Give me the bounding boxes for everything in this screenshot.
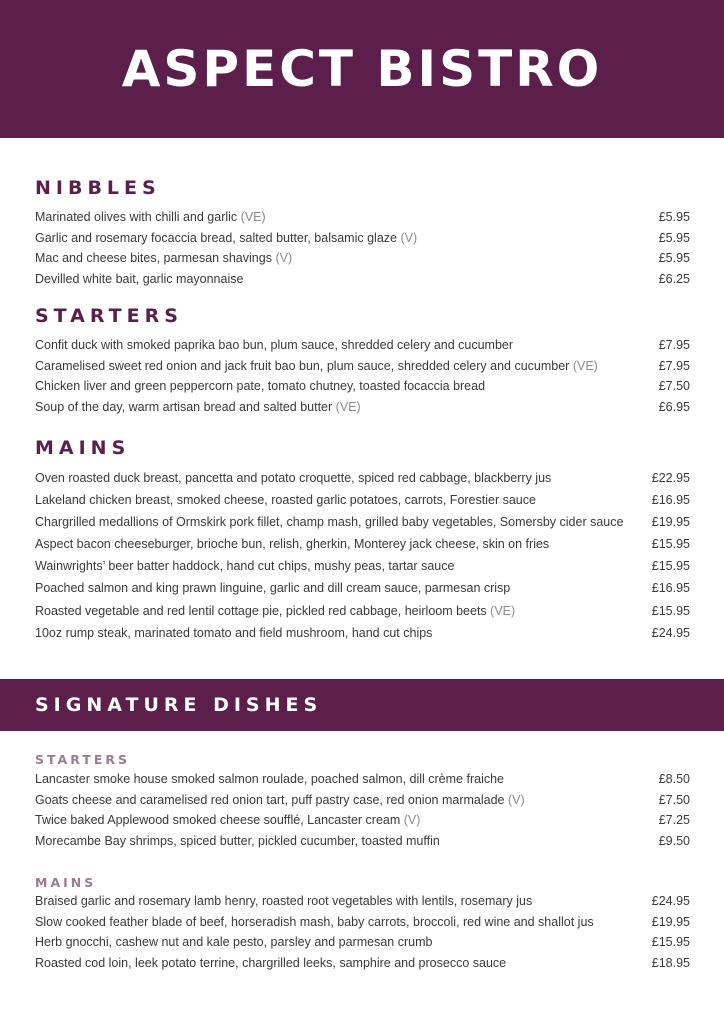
signature-banner (0, 679, 724, 731)
menu-item (35, 210, 690, 231)
menu-item-description (35, 272, 243, 286)
menu-item (35, 251, 690, 272)
menu-list-starters (35, 338, 690, 420)
menu-item-price: £16.95 (651, 581, 690, 596)
menu-item-price: £15.95 (651, 935, 690, 949)
menu-item (35, 359, 690, 380)
menu-list-signature-starters (35, 772, 690, 854)
menu-item-name: Morecambe Bay shrimps, spiced butter, pickled cucumber, toasted muffin (35, 833, 440, 848)
menu-list-mains (35, 471, 690, 648)
menu-item-name: Garlic and rosemary focaccia bread, salted butter, balsamic glaze (35, 230, 397, 245)
section-heading-mains: MAINS (35, 437, 131, 459)
menu-item (35, 559, 690, 581)
menu-item-price: £5.95 (658, 230, 690, 245)
menu-item-price: £5.95 (658, 210, 690, 224)
menu-item (35, 537, 690, 559)
menu-item (35, 894, 690, 915)
menu-item-price: £24.95 (651, 894, 690, 908)
menu-item (35, 834, 690, 855)
menu-item (35, 581, 690, 603)
menu-item (35, 915, 690, 936)
menu-item (35, 772, 690, 793)
signature-starters-heading: STARTERS (35, 752, 130, 767)
menu-item-price: £15.95 (651, 603, 690, 618)
dietary-tag: (VE) (240, 210, 266, 224)
menu-item-price: £15.95 (651, 559, 690, 574)
menu-item-name: Twice baked Applewood smoked cheese soufflé, Lancaster cream (35, 813, 401, 827)
menu-item-description (35, 813, 420, 827)
menu-list-signature-mains (35, 894, 690, 976)
menu-item-price: £7.95 (658, 338, 690, 352)
menu-item (35, 338, 690, 359)
menu-item-price: £5.95 (658, 251, 690, 265)
menu-item-name: Aspect bacon cheeseburger, brioche bun, relish, gherkin, Monterey jack cheese, skin on fries (35, 537, 550, 552)
menu-item-price: £24.95 (651, 625, 690, 640)
menu-item-price: £6.25 (658, 271, 690, 286)
menu-item-name: Lancaster smoke house smoked salmon roulade, poached salmon, dill crème fraiche (35, 772, 504, 786)
menu-item-price: £16.95 (651, 493, 690, 508)
menu-item (35, 400, 690, 421)
menu-item-name: Chicken liver and green peppercorn pate, tomato chutney, toasted focaccia bread (35, 379, 486, 393)
restaurant-title: ASPECT BISTRO (121, 40, 603, 98)
signature-mains-heading: MAINS (35, 875, 97, 890)
menu-item-price: £7.95 (658, 358, 690, 373)
menu-item-name: Roasted cod loin, leek potato terrine, chargrilled leeks, samphire and prosecco sauce (35, 955, 507, 970)
signature-heading: SIGNATURE DISHES (35, 694, 323, 716)
menu-item-name: Caramelised sweet red onion and jack fruit bao bun, plum sauce, shredded celery and cucumber (35, 358, 570, 373)
menu-list-nibbles (35, 210, 690, 292)
menu-item-price: £7.50 (658, 379, 690, 393)
menu-item-description (35, 604, 515, 618)
menu-item-description (35, 515, 623, 529)
dietary-tag: (VE) (572, 358, 598, 373)
menu-item (35, 935, 690, 956)
menu-item-name: Roasted vegetable and red lentil cottage pie, pickled red cabbage, heirloom beets (35, 603, 487, 618)
menu-item-name: Braised garlic and rosemary lamb henry, roasted root vegetables with lentils, rosemary jus (35, 894, 533, 908)
menu-item (35, 471, 690, 493)
menu-item-description (35, 581, 510, 595)
menu-item-description (35, 493, 536, 507)
menu-item-name: Poached salmon and king prawn linguine, garlic and dill cream sauce, parmesan crisp (35, 581, 511, 596)
menu-item-description (35, 537, 549, 551)
menu-item (35, 272, 690, 293)
header-banner (0, 0, 724, 138)
menu-item-description (35, 894, 532, 908)
menu-item (35, 379, 690, 400)
menu-item-price: £19.95 (651, 914, 690, 929)
menu-item-name: Oven roasted duck breast, pancetta and potato croquette, spiced red cabbage, blackberry jus (35, 471, 552, 485)
menu-item-description (35, 626, 432, 640)
menu-item-description (35, 400, 361, 414)
menu-item (35, 956, 690, 977)
menu-item-price: £7.25 (658, 813, 690, 827)
menu-item-name: 10oz rump steak, marinated tomato and field mushroom, hand cut chips (35, 625, 433, 640)
dietary-tag: (V) (275, 251, 293, 265)
menu-item (35, 626, 690, 648)
menu-item-description (35, 338, 513, 352)
menu-item-description (35, 471, 551, 485)
menu-item-description (35, 915, 594, 929)
menu-item-name: Wainwrights’ beer batter haddock, hand cut chips, mushy peas, tartar sauce (35, 559, 455, 574)
menu-item-description (35, 210, 266, 224)
menu-item-price: £8.50 (658, 772, 690, 786)
section-heading-starters: STARTERS (35, 305, 183, 327)
menu-item-description (35, 834, 440, 848)
menu-item (35, 493, 690, 515)
menu-item-name: Herb gnocchi, cashew nut and kale pesto, parsley and parmesan crumb (35, 935, 433, 949)
menu-item-price: £6.95 (658, 399, 690, 414)
section-heading-nibbles: NIBBLES (35, 177, 161, 199)
menu-item-price: £7.50 (658, 792, 690, 807)
menu-item-description (35, 772, 504, 786)
menu-item-price: £15.95 (651, 537, 690, 552)
menu-item-name: Marinated olives with chilli and garlic (35, 210, 238, 224)
dietary-tag: (VE) (335, 399, 361, 414)
menu-item-name: Slow cooked feather blade of beef, horseradish mash, baby carrots, broccoli, red wine and shallot jus (35, 914, 594, 929)
dietary-tag: (V) (507, 792, 525, 807)
menu-item-price: £19.95 (651, 515, 690, 530)
menu-item-name: Chargrilled medallions of Ormskirk pork fillet, champ mash, grilled baby vegetables, Somersby cider sauce (35, 515, 624, 530)
menu-item-description (35, 559, 454, 573)
menu-item-description (35, 231, 417, 245)
menu-item-price: £18.95 (651, 955, 690, 970)
menu-item-name: Devilled white bait, garlic mayonnaise (35, 271, 244, 286)
menu-item (35, 604, 690, 626)
dietary-tag: (VE) (490, 603, 516, 618)
menu-item-price: £9.50 (658, 833, 690, 848)
menu-item (35, 231, 690, 252)
menu-item-name: Goats cheese and caramelised red onion tart, puff pastry case, red onion marmalade (35, 792, 505, 807)
menu-item (35, 813, 690, 834)
menu-item-name: Confit duck with smoked paprika bao bun, plum sauce, shredded celery and cucumber (35, 338, 514, 352)
menu-item-description (35, 359, 598, 373)
menu-item-description (35, 935, 432, 949)
menu-item-price: £22.95 (651, 471, 690, 485)
menu-item (35, 793, 690, 814)
menu-item-name: Soup of the day, warm artisan bread and salted butter (35, 399, 333, 414)
menu-item-description (35, 793, 525, 807)
menu-item (35, 515, 690, 537)
menu-item-description (35, 956, 506, 970)
dietary-tag: (V) (403, 813, 421, 827)
menu-item-description (35, 251, 292, 265)
dietary-tag: (V) (400, 230, 418, 245)
menu-item-name: Mac and cheese bites, parmesan shavings (35, 251, 272, 265)
menu-item-description (35, 379, 485, 393)
menu-item-name: Lakeland chicken breast, smoked cheese, roasted garlic potatoes, carrots, Forestier sauce (35, 493, 536, 508)
